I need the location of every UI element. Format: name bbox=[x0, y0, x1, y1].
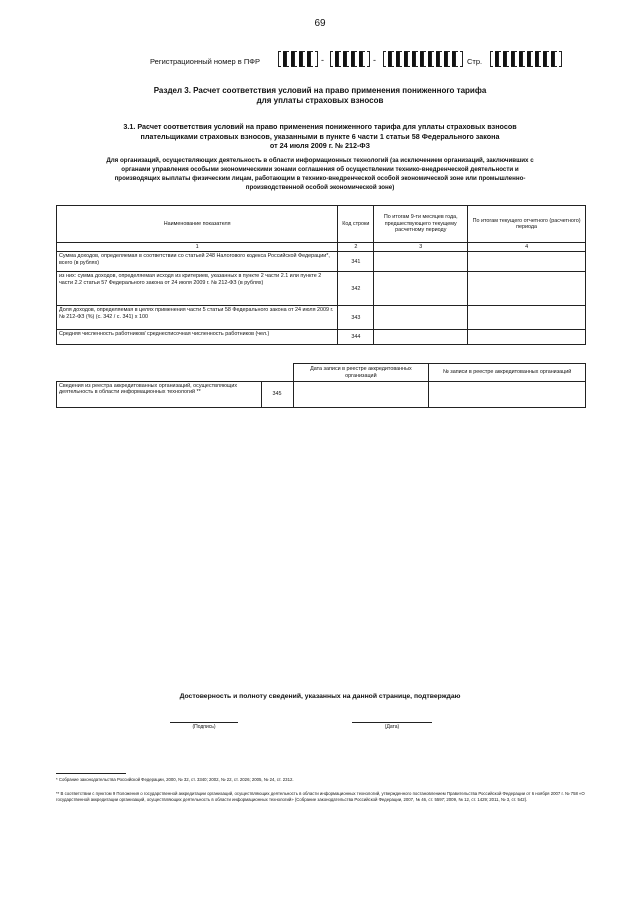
col-number: 1 bbox=[57, 243, 338, 252]
applicability-note: Для организаций, осуществляющих деятельность в области информационных технологий (за исключением организаций, заключивших с органами управления особыми экономическими зонами соглашения об осуществлении технико-внедренческой деятельности и производящих выплаты физическим лицам, работающим в технико-внедренческой особой экономической зоне или промышленно- производственной особой экономической зоне) bbox=[106, 157, 534, 191]
page-number: 69 bbox=[314, 18, 326, 29]
row-code: 343 bbox=[338, 306, 374, 330]
header-registry-number: № записи в реестре аккредитованных организаций bbox=[429, 364, 586, 382]
header-current-period: По итогам текущего отчетного (расчетного) периода bbox=[468, 206, 586, 243]
table-row bbox=[57, 330, 586, 345]
table-row bbox=[57, 306, 586, 330]
date-line[interactable] bbox=[352, 722, 432, 723]
registration-row bbox=[0, 51, 640, 71]
row-code: 342 bbox=[338, 272, 374, 306]
value-cell[interactable] bbox=[468, 330, 586, 345]
value-cell[interactable] bbox=[468, 306, 586, 330]
value-cell[interactable] bbox=[468, 252, 586, 272]
signature-label: (Подпись) bbox=[192, 724, 216, 730]
registry-number-cell[interactable] bbox=[429, 382, 586, 408]
date-label: (Дата) bbox=[384, 724, 400, 730]
value-cell[interactable] bbox=[374, 272, 468, 306]
reg-cells-2[interactable] bbox=[330, 51, 370, 67]
row-name: Сумма доходов, определяемая в соответствии со статьей 248 Налогового кодекса Российской Федерации*, всего (в рублях) bbox=[57, 252, 338, 272]
table-row bbox=[57, 272, 586, 306]
reg-separator: - bbox=[321, 55, 324, 65]
indicators-table bbox=[56, 205, 586, 345]
registry-row-name: Сведения из реестра аккредитованных организаций, осуществляющих деятельность в области информационных технологий ** bbox=[57, 382, 262, 408]
subsection-title: 3.1. Расчет соответствия условий на право применения пониженного тарифа для уплаты страховых взносов плательщиками страховых взносов, указанными в пункте 6 части 1 статьи 58 Федерального закона от 24 июля 2009 г. № 212-ФЗ bbox=[123, 122, 517, 150]
row-name: из них: сумма доходов, определяемая исходя из критериев, указанных в пункте 2 части 2.1 или пункте 2 части 2.2 статьи 57 Федерального закона от 24 июля 2009 г. № 212-ФЗ (в рублях) bbox=[57, 272, 338, 306]
table-row bbox=[57, 252, 586, 272]
header-code: Код строки bbox=[338, 206, 374, 243]
value-cell[interactable] bbox=[374, 330, 468, 345]
row-code: 341 bbox=[338, 252, 374, 272]
signature-line[interactable] bbox=[170, 722, 238, 723]
reg-separator: - bbox=[373, 55, 376, 65]
reg-cells-1[interactable] bbox=[278, 51, 318, 67]
confirmation-text: Достоверность и полноту сведений, указанных на данной странице, подтверждаю bbox=[179, 693, 461, 700]
registry-code: 345 bbox=[261, 382, 293, 408]
value-cell[interactable] bbox=[468, 272, 586, 306]
col-number: 3 bbox=[374, 243, 468, 252]
page-cells[interactable] bbox=[490, 51, 562, 67]
header-9-months: По итогам 9-ти месяцев года, предшествующего текущему расчетному периоду bbox=[374, 206, 468, 243]
header-indicator: Наименование показателя bbox=[57, 206, 338, 243]
registration-label: Регистрационный номер в ПФР bbox=[150, 57, 260, 66]
page-label: Стр. bbox=[467, 57, 483, 66]
registry-date-cell[interactable] bbox=[293, 382, 429, 408]
row-code: 344 bbox=[338, 330, 374, 345]
col-number: 2 bbox=[338, 243, 374, 252]
footnote-2: ** В соответствии с пунктом 9 Положения о государственной аккредитации организаций, осуществляющих деятельность в области информационных технологий, утвержденного постановлением Правительства Российской Федерации от 6 ноября 2007 г. № 758 «О государственной аккредитации организаций, осуществляющих деятельность в области информационных технологий» (Собрание законодательства Российской Федерации, 2007, № 46, ст. 5597; 2009, № 12, ст. 1429; 2011, № 3, ст. 542). bbox=[56, 791, 585, 802]
header-registry-date: Дата записи в реестре аккредитованных организаций bbox=[293, 364, 429, 382]
value-cell[interactable] bbox=[374, 306, 468, 330]
reg-cells-3[interactable] bbox=[383, 51, 463, 67]
col-number: 4 bbox=[468, 243, 586, 252]
footnote-1: * Собрание законодательства Российской Федерации, 2000, № 32, ст. 3340; 2002, № 22, ст. 2026; 2005, № 24, ст. 2312. bbox=[56, 777, 294, 782]
footnote-divider bbox=[56, 773, 126, 774]
table-row bbox=[57, 382, 586, 408]
registry-table bbox=[56, 363, 586, 408]
row-name: Доля доходов, определяемая в целях применения части 5 статьи 58 Федерального закона от 24 июля 2009 г. № 212-ФЗ (%) (с. 342 / с. 341) x 100 bbox=[57, 306, 338, 330]
value-cell[interactable] bbox=[374, 252, 468, 272]
section-title: Раздел 3. Расчет соответствия условий на право применения пониженного тарифа для уплаты страховых взносов bbox=[153, 86, 487, 105]
row-name: Средняя численность работников/ среднесписочная численность работников (чел.) bbox=[57, 330, 338, 345]
